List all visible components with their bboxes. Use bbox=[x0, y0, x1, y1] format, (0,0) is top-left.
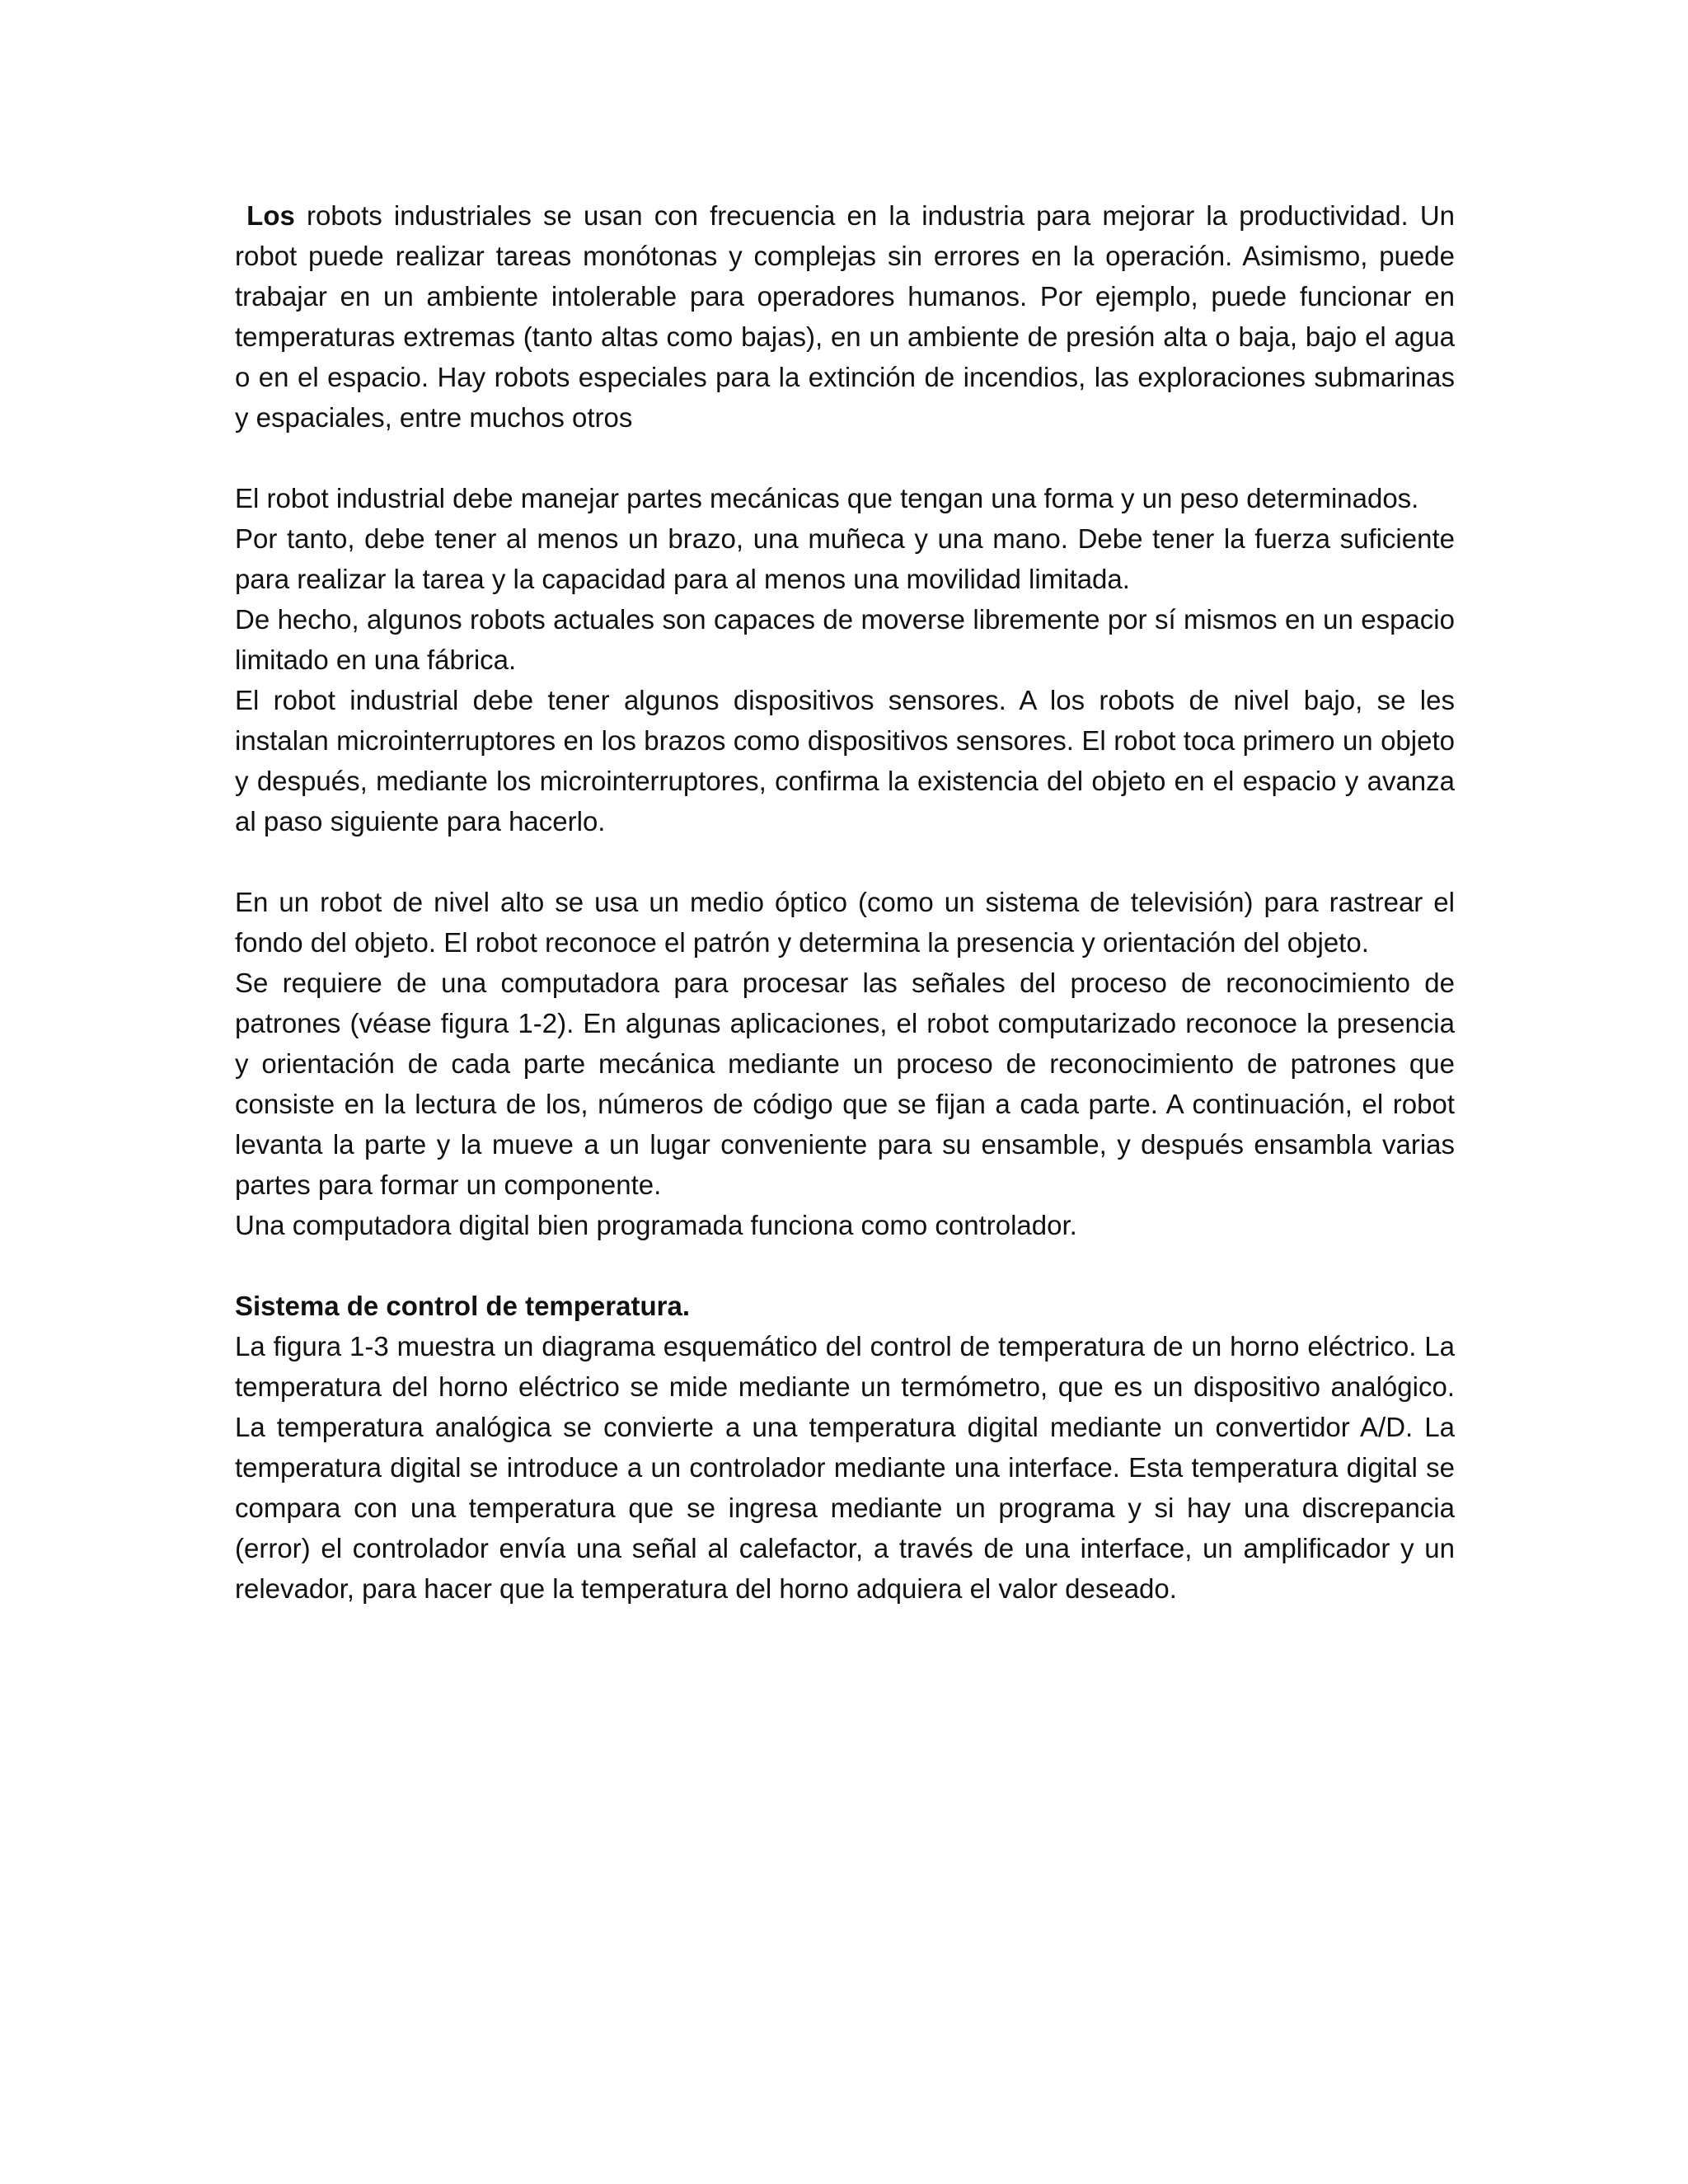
paragraph-intro bbox=[235, 195, 1455, 438]
paragraph-controller: Una computadora digital bien programada funciona como controlador. bbox=[235, 1210, 1077, 1240]
paragraph-optical: En un robot de nivel alto se usa un medio óptico (como un sistema de televisión) para rastrear el fondo del objeto. El robot reconoce el patrón y determina la presencia y orientación del objeto. bbox=[235, 887, 1455, 958]
paragraph-spacer bbox=[235, 1245, 1455, 1286]
paragraph-lead-word: Los bbox=[246, 200, 295, 231]
paragraph-temperature-control: La figura 1-3 muestra un diagrama esquemático del control de temperatura de un horno eléctrico. La temperatura del horno eléctrico se mide mediante un termómetro, que es un dispositivo analógico. La temperatura analógica se convierte a una temperatura digital mediante un convertidor A/D. La temperatura digital se introduce a un controlador mediante una interface. Esta temperatura digital se compara con una temperatura que se ingresa mediante un programa y si hay una discrepancia (error) el controlador envía una señal al calefactor, a través de una interface, un amplificador y un relevador, para hacer que la temperatura del horno adquiera el valor deseado. bbox=[235, 1331, 1455, 1604]
paragraph-intro-text: robots industriales se usan con frecuencia en la industria para mejorar la productividad. Un robot puede realizar tareas monótonas y complejas sin errores en la operación. Asimismo, puede trabajar en un ambiente intolerable para operadores humanos. Por ejemplo, puede funcionar en temperaturas extremas (tanto altas como bajas), en un ambiente de presión alta o baja, bajo el agua o en el espacio. Hay robots especiales para la extinción de incendios, las exploraciones submarinas y espaciales, entre muchos otros bbox=[235, 200, 1456, 433]
section-heading: Sistema de control de temperatura. bbox=[235, 1291, 690, 1321]
document-body bbox=[235, 195, 1455, 1609]
paragraph-pattern-recognition: Se requiere de una computadora para procesar las señales del proceso de reconocimiento de patrones (véase figura 1-2). En algunas aplicaciones, el robot computarizado reconoce la presencia y orientación de cada parte mecánica mediante un proceso de reconocimiento de patrones que consiste en la lectura de los, números de código que se fijan a cada parte. A continuación, el robot levanta la parte y la mueve a un lugar conveniente para su ensamble, y después ensambla varias partes para formar un componente. bbox=[235, 968, 1455, 1200]
paragraph-sensors: El robot industrial debe tener algunos dispositivos sensores. A los robots de nivel bajo, se les instalan microinterruptores en los brazos como dispositivos sensores. El robot toca primero un objeto y después, mediante los microinterruptores, confirma la existencia del objeto en el espacio y avanza al paso siguiente para hacerlo. bbox=[235, 685, 1455, 837]
paragraph-mechanical-parts: El robot industrial debe manejar partes mecánicas que tengan una forma y un peso determinados. bbox=[235, 483, 1419, 513]
paragraph-spacer bbox=[235, 438, 1455, 478]
paragraph-arm-wrist-hand: Por tanto, debe tener al menos un brazo, una muñeca y una mano. Debe tener la fuerza suficiente para realizar la tarea y la capacidad para al menos una movilidad limitada. bbox=[235, 523, 1455, 594]
paragraph-spacer bbox=[235, 841, 1455, 882]
paragraph-mobility: De hecho, algunos robots actuales son capaces de moverse libremente por sí mismos en un espacio limitado en una fábrica. bbox=[235, 604, 1455, 675]
